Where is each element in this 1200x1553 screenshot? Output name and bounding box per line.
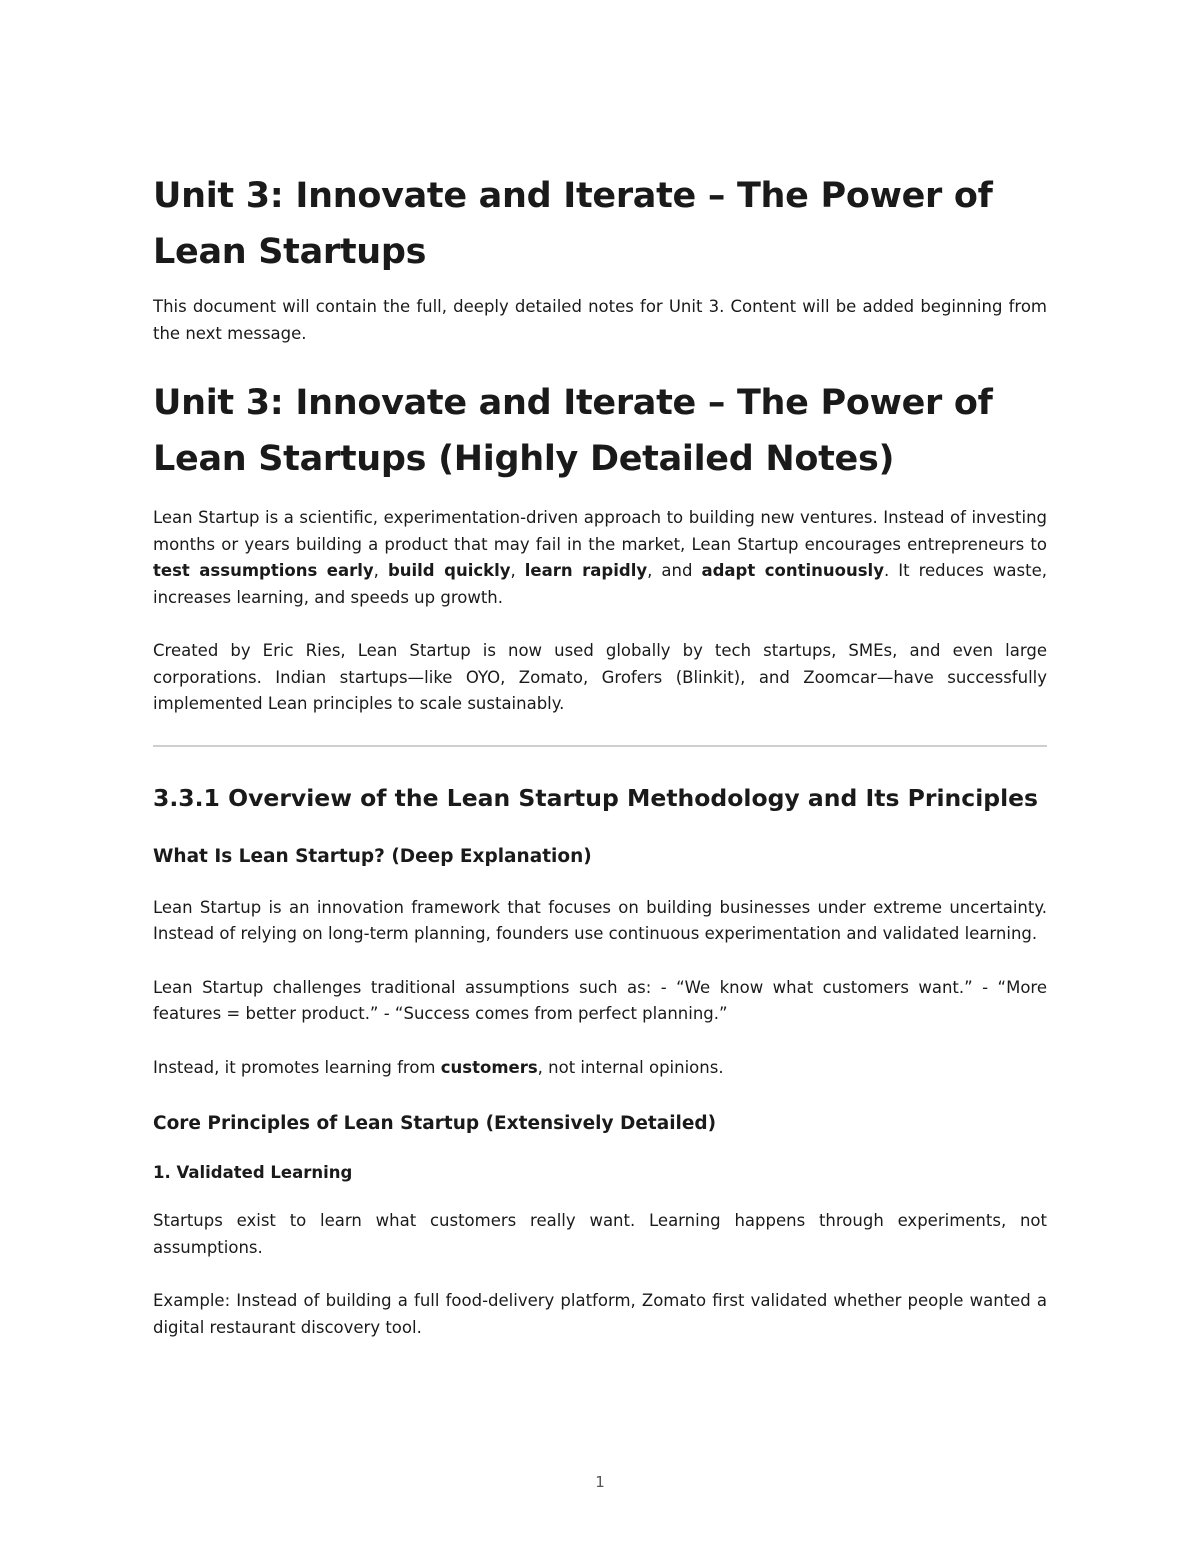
bold-text: test assumptions early	[153, 561, 374, 580]
page-number: 1	[595, 1473, 605, 1491]
framework-paragraph: Lean Startup is an innovation framework that focuses on building businesses under extreme uncertainty. Instead of relying on long-term planning, founders use continuous experimentation and validated learning.	[153, 897, 1047, 943]
text-run: . It reduces waste, increases learning, and speeds up growth.	[153, 561, 1047, 607]
text-run: ,	[373, 561, 388, 580]
core-principles-heading: Core Principles of Lean Startup (Extensively Detailed)	[153, 1113, 717, 1134]
validated-learning-paragraph: Startups exist to learn what customers really want. Learning happens through experiments, not assumptions.	[153, 1211, 1047, 1257]
lean-startup-definition-paragraph	[153, 505, 1047, 611]
document-content	[153, 168, 1047, 1341]
text-run: ,	[510, 561, 525, 580]
text-run: Instead, it promotes learning from	[153, 1057, 441, 1077]
bold-text: adapt continuously	[701, 561, 884, 580]
text-run: , and	[647, 561, 702, 580]
section-divider	[153, 745, 1047, 747]
bold-text: build quickly	[387, 561, 511, 580]
zomato-example-paragraph: Example: Instead of building a full food-delivery platform, Zomato first validated whether people wanted a digital restaurant discovery tool.	[153, 1291, 1047, 1337]
bold-text: learn rapidly	[524, 561, 648, 580]
bold-text: customers	[440, 1057, 538, 1077]
section-heading: 3.3.1 Overview of the Lean Startup Methodology and Its Principles	[153, 783, 1039, 812]
detailed-notes-title: Unit 3: Innovate and Iterate – The Power of Lean Startups (Highly Detailed Notes)	[153, 383, 993, 479]
what-is-lean-startup-heading: What Is Lean Startup? (Deep Explanation)	[153, 845, 592, 867]
intro-paragraph: This document will contain the full, deeply detailed notes for Unit 3. Content will be added beginning from the next message.	[153, 297, 1047, 343]
document-title: Unit 3: Innovate and Iterate – The Power of Lean Startups	[153, 176, 993, 272]
eric-ries-paragraph: Created by Eric Ries, Lean Startup is now used globally by tech startups, SMEs, and even large corporations. Indian startups—like OYO, Zomato, Grofers (Blinkit), and Zoomcar—have successfully implemented Lean principles to scale sustainably.	[153, 641, 1047, 713]
text-run: Lean Startup is a scientific, experimentation-driven approach to building new ventures. Instead of investing months or years building a product that may fail in the market, Lean Startup encourages entrepreneurs to	[153, 508, 1047, 554]
text-run: , not internal opinions.	[537, 1057, 724, 1077]
assumptions-paragraph: Lean Startup challenges traditional assumptions such as: - “We know what customers want.” - “More features = better product.” - “Success comes from perfect planning.”	[153, 977, 1047, 1023]
customers-paragraph	[153, 1055, 1047, 1082]
validated-learning-heading: 1. Validated Learning	[153, 1163, 353, 1182]
